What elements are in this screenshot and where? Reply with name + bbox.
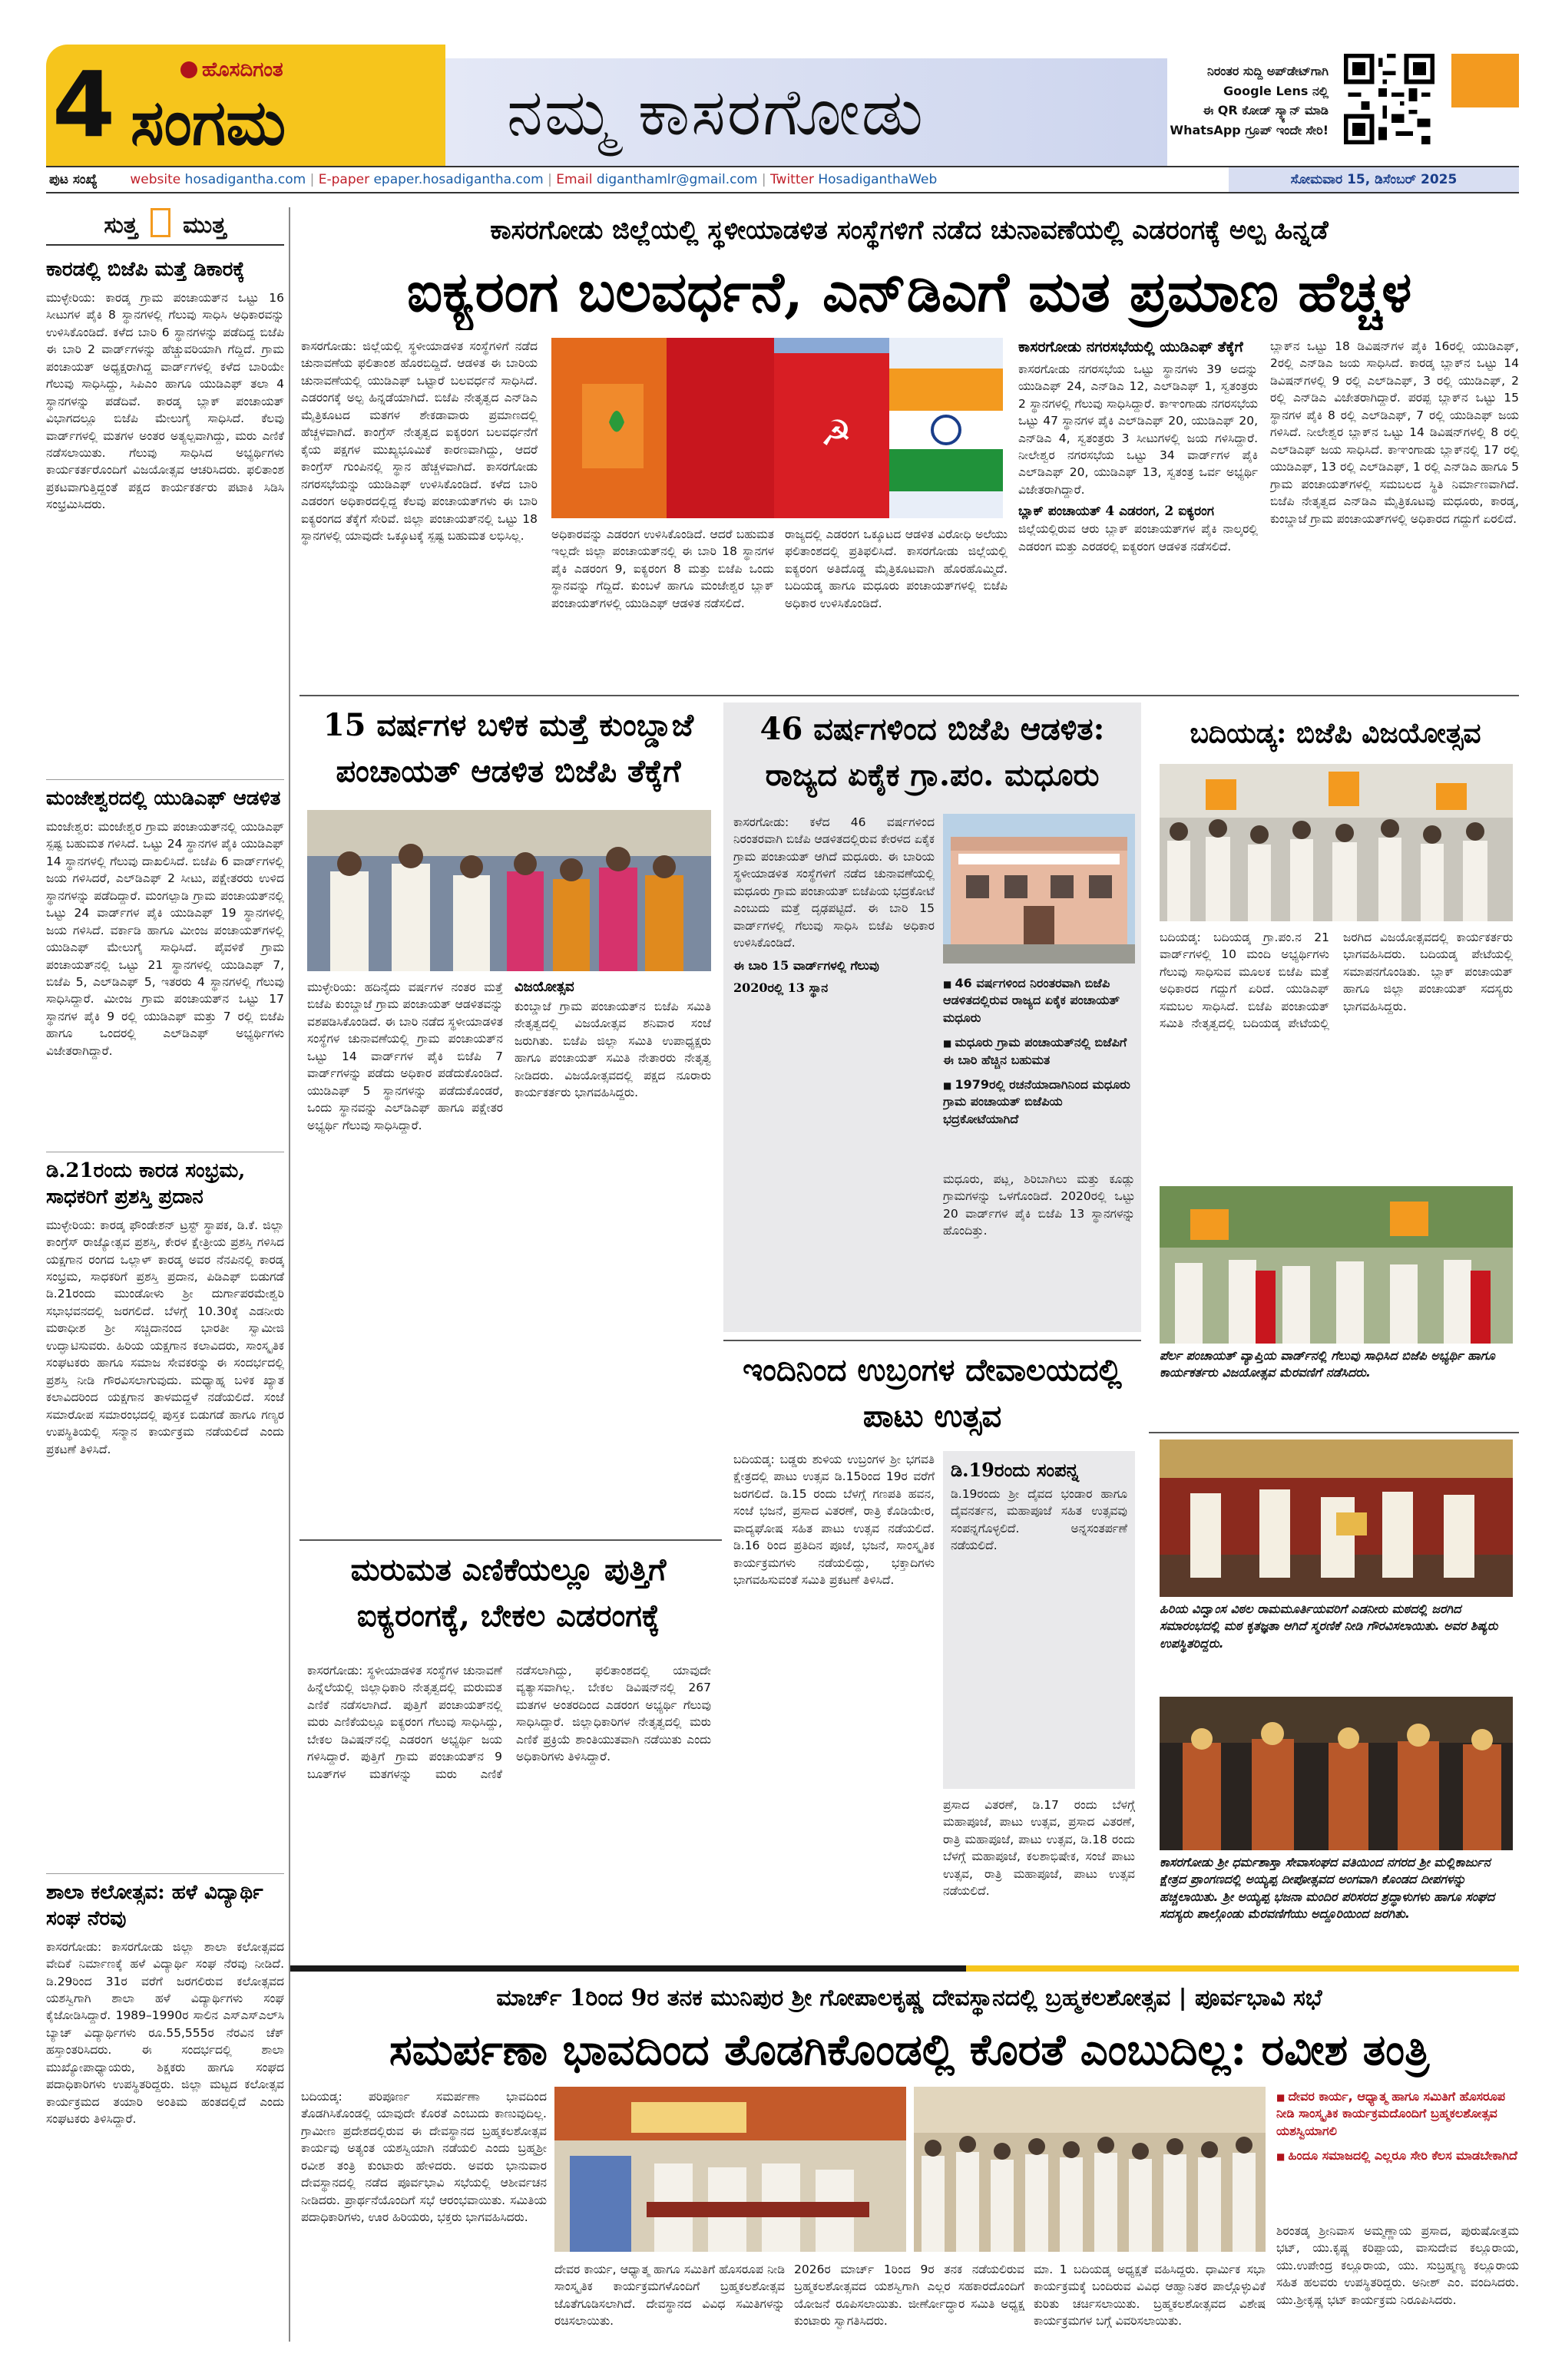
bottom-body: ಬದಿಯಡ್ಕ: ಪರಿಪೂರ್ಣ ಸಮರ್ಪಣಾ ಭಾವದಿಂದ ತೊಡಗಿಸಿಕೊಂಡಲ್ಲಿ ಯಾವುದೇ ಕೊರತೆ ಎಂಬುದು ಕಾಣುವುದಿಲ್ಲ. ಗ್ರಾಮೀಣ ಪ್ರದೇಶದಲ್ಲಿರುವ ಈ ದೇವಸ್ಥಾನದ ಬ್ರಹ್ಮಕಲಶೋತ್ಸವ ಕಾರ್ಯವು ಅತ್ಯಂತ ಯಶಸ್ವಿಯಾಗಿ ನಡೆಯಲಿ ಎಂದು ಬ್ರಹ್ಮಶ್ರೀ ರವೀಶ ತಂತ್ರಿ ಕುಂಟಾರು ಹೇಳಿದರು. ಅವರು ಭಾನುವಾರ ದೇವಸ್ಥಾನದಲ್ಲಿ ನಡೆದ ಪೂರ್ವಭಾವಿ ಸಭೆಯಲ್ಲಿ ಆಶೀರ್ವಚನ ನೀಡಿದರು. ಪ್ರಾರ್ಥನೆಯೊಂದಿಗೆ ಸಭೆ ಆರಂಭವಾಯಿತು. ಸಮಿತಿಯ ಪದಾಧಿಕಾರಿಗಳು, ಊರ ಹಿರಿಯರು, ಭಕ್ತರು ಭಾಗವಹಿಸಿದರು. — [301, 2090, 547, 2225]
party-flags-photo — [551, 338, 1003, 518]
kumbdaje-celebration-photo — [307, 810, 711, 971]
bottom-body4: ಮಾ. 1 ಬದಿಯಡ್ಕ ಅಧ್ಯಕ್ಷತೆ ವಹಿಸಿದ್ದರು. ಧಾರ್ಮಿಕ ಸಭಾ ಕಾರ್ಯಕ್ರಮಕ್ಕೆ ಬಂದಿರುವ ವಿವಿಧ ಆಹ್ವಾನಿತರ ಪಾಲ್ಗೊಳ್ಳುವಿಕೆ ಕುರಿತು ಚರ್ಚಿಸಲಾಯಿತು. ಬ್ರಹ್ಮಕಲಶೋತ್ಸವದ ವಿಶೇಷ ಕಾರ್ಯಕ್ರಮಗಳ ಬಗ್ಗೆ ವಿವರಿಸಲಾಯಿತು. — [1034, 2263, 1266, 2329]
lead-col-3: ರಾಜ್ಯದಲ್ಲಿ ಎಡರಂಗ ಒಕ್ಕೂಟದ ಆಡಳಿತ ವಿರೋಧಿ ಅಲೆಯು ಫಲಿತಾಂಶದಲ್ಲಿ ಪ್ರತಿಫಲಿಸಿದೆ. ಕಾಸರಗೋಡು ಜಿಲ್ಲೆಯಲ್ಲಿ ಐಕ್ಯರಂಗ ಅತಿದೊಡ್ಡ ಮೈತ್ರಿಕೂಟವಾಗಿ ಹೊರಹೊಮ್ಮಿದೆ. ಬದಿಯಡ್ಕ ಹಾಗೂ ಮಧೂರು ಪಂಚಾಯತ್‌ಗಳಲ್ಲಿ ಬಿಜೆಪಿ ಅಧಿಕಾರ ಉಳಿಸಿಕೊಂಡಿದೆ. — [785, 527, 1008, 610]
svg-text:☭: ☭ — [820, 412, 852, 454]
website-label: website — [130, 172, 181, 187]
madhur-panchayat-building-photo — [943, 814, 1135, 964]
date-badge: ಸೋಮವಾರ 15, ಡಿಸೆಂಬರ್ 2025 — [1229, 167, 1519, 192]
orange-corner-block — [1451, 54, 1519, 107]
bottom-body2: ದೇವರ ಕಾರ್ಯ, ಆಧ್ಯಾತ್ಮ ಹಾಗೂ ಸಮಿತಿಗೆ ಹೊಸರೂಪ ನೀಡಿ ಸಾಂಸ್ಕೃತಿಕ ಕಾರ್ಯಕ್ರಮಗಳೊಂದಿಗೆ ಬ್ರಹ್ಮಕಲಶೋತ್ಸವ ಜೊತೆಗೂಡಿಸಲಾಗಿದೆ. ದೇವಸ್ಥಾನದ ವಿವಿಧ ಸಮಿತಿಗಳನ್ನು ರಚಿಸಲಾಯಿತು. — [554, 2263, 785, 2329]
sidebar-header — [46, 207, 284, 246]
story6-box — [943, 1451, 1135, 1789]
story2-headline: 15 ವರ್ಷಗಳ ಬಳಿಕ ಮತ್ತೆ ಕುಂಬ್ಡಾಜೆ ಪಂಚಾಯತ್ ಆಡಳಿತ ಬಿಜೆಪಿ ತೆಕ್ಕೆಗೆ — [323, 707, 694, 789]
sidebar-story-4 — [46, 1873, 284, 2342]
story3-body2: ಮಧೂರು, ಪಟ್ಲ, ಶಿರಿಬಾಗಿಲು ಮತ್ತು ಕೂಡ್ಲು ಗ್ರಾಮಗಳನ್ನು ಒಳಗೊಂಡಿದೆ. 2020ರಲ್ಲಿ ಒಟ್ಟು 20 ವಾರ್ಡ್‌ಗಳ ಪೈಕಿ ಬಿಜೆಪಿ 13 ಸ್ಥಾನಗಳನ್ನು ಹೊಂದಿತ್ತು. — [943, 1172, 1135, 1238]
promo-line: ಈ QR ಕೋಡ್ ಸ್ಕ್ಯಾನ್ ಮಾಡಿ — [1203, 103, 1329, 118]
lead-col-4-subhead-2: ಬ್ಲಾಕ್ ಪಂಚಾಯತ್ 4 ಎಡರಂಗ, 2 ಐಕ್ಯರಂಗ — [1018, 504, 1214, 520]
story5-headline: ಮರುಮತ ಎಣಿಕೆಯಲ್ಲೂ ಪುತ್ತಿಗೆ ಐಕ್ಯರಂಗಕ್ಕೆ, ಬೇಕಲ ಎಡರಂಗಕ್ಕೆ — [350, 1552, 667, 1634]
bullet-item: ■ 1979ರಲ್ಲಿ ರಚನೆಯಾದಾಗಿನಿಂದ ಮಧೂರು ಗ್ರಾಮ ಪಂಚಾಯತ್ ಬಿಜೆಪಿಯ ಭದ್ರಕೋಟೆಯಾಗಿದೆ — [943, 1076, 1135, 1128]
story6-box-title: ಡಿ.19ರಂದು ಸಂಪನ್ನ — [951, 1459, 1080, 1481]
promo-line: Google Lens ನಲ್ಲಿ — [1223, 83, 1329, 98]
theyyam-procession-photo — [1160, 1697, 1513, 1850]
book-icon — [151, 208, 170, 237]
sidebar-story-body: ಮುಳ್ಳೇರಿಯ: ಕಾರಡ್ಕ ಫೌಂಡೇಶನ್ ಟ್ರಸ್ಟ್ ಸ್ಥಾಪಕ, ಡಿ.ಕೆ. ಜಿಲ್ಲಾ ಕಾಂಗ್ರೆಸ್ ರಾಜ್ಯೋತ್ಸವ ಪ್ರಶಸ್ತಿ, ಕೇರಳ ಕ್ಷೇತ್ರೀಯ ಪ್ರಶಸ್ತಿ ಗಳಿಸಿದ ಯಕ್ಷಗಾನ ರಂಗದ ಒಲ್ಲಾಳ್ ಕಾರಡ್ಕ ಅವರ ನೆನಪಿನಲ್ಲಿ ಕಾರಡ್ಕ ಸಂಭ್ರಮ, ಸಾಧಕರಿಗೆ ಪ್ರಶಸ್ತಿ ಪ್ರದಾನ, ಪಿಡಿಎಫ್ ಬಿಡುಗಡೆ ಡಿ.21ರಂದು ಮುಂಡೋಳು ಶ್ರೀ ದುರ್ಗಾಪರಮೇಶ್ವರಿ ಸಭಾಭವನದಲ್ಲಿ ಜರಗಲಿದೆ. ಬೆಳಗ್ಗೆ 10.30ಕ್ಕೆ ಎಡನೀರು ಮಠಾಧೀಶ ಶ್ರೀ ಸಚ್ಚಿದಾನಂದ ಭಾರತೀ ಸ್ವಾಮೀಜಿ ಉದ್ಘಾಟಿಸುವರು. ಹಿರಿಯ ಯಕ್ಷಗಾನ ಕಲಾವಿದರು, ಸಾಂಸ್ಕೃತಿಕ ಸಂಘಟಕರು ಹಾಗೂ ಸಮಾಜ ಸೇವಕರನ್ನು ಈ ಸಂದರ್ಭದಲ್ಲಿ ಪ್ರಶಸ್ತಿ ನೀಡಿ ಗೌರವಿಸಲಾಗುವುದು. ಮಧ್ಯಾಹ್ನ ಬಳಿಕ ಖ್ಯಾತ ಕಲಾವಿದರಿಂದ ಯಕ್ಷಗಾನ ತಾಳಮದ್ದಳೆ ನಡೆಯಲಿದೆ. ಸಂಜೆ ಸಮಾರೋಪ ಸಮಾರಂಭದಲ್ಲಿ ಪುಸ್ತಕ ಬಿಡುಗಡೆ ಹಾಗೂ ಗಣ್ಯರ ಉಪಸ್ಥಿತಿಯಲ್ಲಿ ಸನ್ಮಾನ ಕಾರ್ಯಕ್ರಮ ನಡೆಯಲಿದೆ ಎಂದು ಪ್ರಕಟಣೆ ತಿಳಿಸಿದೆ. — [46, 1218, 284, 1456]
sidebar-story-body: ಕಾಸರಗೋಡು: ಕಾಸರಗೋಡು ಜಿಲ್ಲಾ ಶಾಲಾ ಕಲೋತ್ಸವದ ವೇದಿಕೆ ನಿರ್ಮಾಣಕ್ಕೆ ಹಳೆ ವಿದ್ಯಾರ್ಥಿ ಸಂಘ ನೆರವು ನೀಡಿದೆ. ಡಿ.29ರಿಂದ 31ರ ವರೆಗೆ ಜರಗಲಿರುವ ಕಲೋತ್ಸವದ ಯಶಸ್ವಿಗಾಗಿ ಶಾಲಾ ಹಳೆ ವಿದ್ಯಾರ್ಥಿಗಳು ಸಂಘ ಕೈಜೋಡಿಸಿದ್ದಾರೆ. 1989–1990ರ ಸಾಲಿನ ಎಸ್ಎಸ್ಎಲ್‌ಸಿ ಬ್ಯಾಚ್ ವಿದ್ಯಾರ್ಥಿಗಳು ರೂ.55,555ರ ನೆರವಿನ ಚೆಕ್ ಹಸ್ತಾಂತರಿಸಿದರು. ಈ ಸಂದರ್ಭದಲ್ಲಿ ಶಾಲಾ ಮುಖ್ಯೋಪಾಧ್ಯಾಯರು, ಶಿಕ್ಷಕರು ಹಾಗೂ ಸಂಘದ ಪದಾಧಿಕಾರಿಗಳು ಉಪಸ್ಥಿತರಿದ್ದರು. ಜಿಲ್ಲಾ ಮಟ್ಟದ ಕಲೋತ್ಸವ ಕಾರ್ಯಕ್ರಮದ ತಯಾರಿ ಅಂತಿಮ ಹಂತದಲ್ಲಿದೆ ಎಂದು ಸಂಘಟಕರು ತಿಳಿಸಿದ್ದಾರೆ. — [46, 1939, 284, 2127]
promo-line: ನಿರಂತರ ಸುದ್ದಿ ಅಪ್‌ಡೇಟ್‌ಗಾಗಿ — [1206, 64, 1329, 78]
pages-label: ಪುಟ ಸಂಖ್ಯೆ — [49, 172, 98, 187]
epaper-label: E-paper — [318, 172, 370, 187]
honor-ceremony-caption: ಹಿರಿಯ ವಿದ್ವಾಂಸ ವಿಠಲ ರಾಮಮೂರ್ತಿಯವರಿಗೆ ಎಡನೀರು ಮಠದಲ್ಲಿ ಜರಗಿದ ಸಮಾರಂಭದಲ್ಲಿ ಮಠ ಕೃತಜ್ಞತಾ ಆಗಿದೆ ಸ್ಮರಣಿಕೆ ನೀಡಿ ಗೌರವಿಸಲಾಯಿತು. ಅವರ ಶಿಷ್ಯರು ಉಪಸ್ಥಿತರಿದ್ದರು. — [1160, 1602, 1498, 1651]
bullet-item: ■ ದೇವರ ಕಾರ್ಯ, ಆಧ್ಯಾತ್ಮ ಹಾಗೂ ಸಮಿತಿಗೆ ಹೊಸರೂಪ ನೀಡಿ ಸಾಂಸ್ಕೃತಿಕ ಕಾರ್ಯಕ್ರಮದೊಂದಿಗೆ ಬ್ರಹ್ಮಕಲಶೋತ್ಸವ ಯಶಸ್ವಿಯಾಗಲಿ — [1276, 2088, 1519, 2140]
story4-headline: ಬದಿಯಡ್ಕ: ಬಿಜೆಪಿ ವಿಜಯೋತ್ಸವ — [1190, 717, 1481, 749]
lead-kicker: ಕಾಸರಗೋಡು ಜಿಲ್ಲೆಯಲ್ಲಿ ಸ್ಥಳೀಯಾಡಳಿತ ಸಂಸ್ಥೆಗಳಿಗೆ ನಡೆದ ಚುನಾವಣೆಯಲ್ಲಿ ಎಡರಂಗಕ್ಕೆ ಅಲ್ಪ ಹಿನ್ನಡೆ — [490, 215, 1329, 246]
sidebar-story-2 — [46, 779, 284, 1148]
section-name: ಸಂಗಮ — [131, 86, 286, 160]
paper-logo — [180, 58, 380, 84]
story2-subhead: ವಿಜಯೋತ್ಸವ — [515, 979, 574, 995]
sidebar-story-title: ಶಾಲಾ ಕಲೋತ್ಸವ: ಹಳೆ ವಿದ್ಯಾರ್ಥಿ ಸಂಘ ನೆರವು — [46, 1881, 263, 1930]
bullet-item: ■ ಹಿಂದೂ ಸಮಾಜದಲ್ಲಿ ಎಲ್ಲರೂ ಸೇರಿ ಕೆಲಸ ಮಾಡಬೇಕಾಗಿದೆ — [1276, 2147, 1519, 2164]
sidebar-header-left: ಸುತ್ತ — [104, 212, 138, 239]
bottom-bullets — [1276, 2088, 1519, 2219]
twitter-link[interactable]: HosadiganthaWeb — [818, 172, 938, 187]
promo-text — [1121, 61, 1329, 161]
sidebar-story-body: ಮಂಜೇಶ್ವರ: ಮಂಜೇಶ್ವರ ಗ್ರಾಮ ಪಂಚಾಯತ್‌ನಲ್ಲಿ ಯುಡಿಎಫ್ ಸ್ಪಷ್ಟ ಬಹುಮತ ಗಳಿಸಿದೆ. ಒಟ್ಟು 24 ಸ್ಥಾನಗಳ ಪೈಕಿ ಯುಡಿಎಫ್ 14 ಸ್ಥಾನಗಳಲ್ಲಿ ಗೆಲುವು ದಾಖಲಿಸಿದೆ. ಬಿಜೆಪಿ 6 ವಾರ್ಡ್‌ಗಳಲ್ಲಿ ಜಯ ಗಳಿಸಿದರೆ, ಎಲ್‌ಡಿಎಫ್ 2 ಸೀಟು, ಪಕ್ಷೇತರರು ಉಳಿದ ಸ್ಥಾನಗಳನ್ನು ಪಡೆದಿದ್ದಾರೆ. ಮಂಗಲ್ಪಾಡಿ ಗ್ರಾಮ ಪಂಚಾಯತ್‌ನಲ್ಲಿ ಒಟ್ಟು 24 ವಾರ್ಡ್‌ಗಳ ಪೈಕಿ ಯುಡಿಎಫ್ 19 ಸ್ಥಾನಗಳಲ್ಲಿ ಜಯ ಗಳಿಸಿದೆ. ವರ್ಕಾಡಿ ಹಾಗೂ ಮೀಂಜ ಪಂಚಾಯತ್‌ಗಳಲ್ಲಿ ಯುಡಿಎಫ್ ಮೇಲುಗೈ ಸಾಧಿಸಿದೆ. ಪೈವಳಿಕೆ ಗ್ರಾಮ ಪಂಚಾಯತ್‌ನಲ್ಲಿ ಒಟ್ಟು 21 ಸ್ಥಾನಗಳಲ್ಲಿ ಯುಡಿಎಫ್ 7, ಬಿಜೆಪಿ 5, ಎಲ್‌ಡಿಎಫ್ 5, ಇತರರು 4 ಸ್ಥಾನಗಳಲ್ಲಿ ಗೆಲುವು ಸಾಧಿಸಿದ್ದಾರೆ. ಮೀಂಜ ಗ್ರಾಮ ಪಂಚಾಯತ್‌ನ ಒಟ್ಟು 17 ಸ್ಥಾನಗಳ ಪೈಕಿ 9 ರಲ್ಲಿ ಯುಡಿಎಫ್ ಮತ್ತು 7 ರಲ್ಲಿ ಬಿಜೆಪಿ ಹಾಗೂ ಒಂದರಲ್ಲಿ ಎಲ್‌ಡಿಎಫ್ ಅಭ್ಯರ್ಥಿಗಳು ವಿಜೇತರಾಗಿದ್ದಾರೆ. — [46, 819, 284, 1058]
story3-subhead: ಈ ಬಾರಿ 15 ವಾರ್ಡ್‌ಗಳಲ್ಲಿ ಗೆಲುವು — [733, 957, 879, 973]
story5-body: ಕಾಸರಗೋಡು: ಸ್ಥಳೀಯಾಡಳಿತ ಸಂಸ್ಥೆಗಳ ಚುನಾವಣೆ ಹಿನ್ನೆಲೆಯಲ್ಲಿ ಜಿಲ್ಲಾಧಿಕಾರಿ ನೇತೃತ್ವದಲ್ಲಿ ಮರುಮತ ಎಣಿಕೆ ನಡೆಸಲಾಗಿದೆ. ಪುತ್ತಿಗೆ ಪಂಚಾಯತ್‌ನಲ್ಲಿ ಮರು ಎಣಿಕೆಯಲ್ಲೂ ಐಕ್ಯರಂಗ ಗೆಲುವು ಸಾಧಿಸಿದ್ದು, ಬೇಕಲ ಡಿವಿಷನ್‌ನಲ್ಲಿ ಎಡರಂಗ ಅಭ್ಯರ್ಥಿ ಜಯ ಗಳಿಸಿದ್ದಾರೆ. ಪುತ್ತಿಗೆ ಗ್ರಾಮ ಪಂಚಾಯತ್‌ನ 9 ಬೂತ್‌ಗಳ ಮತಗಳನ್ನು ಮರು ಎಣಿಕೆ ನಡೆಸಲಾಗಿದ್ದು, ಫಲಿತಾಂಶದಲ್ಲಿ ಯಾವುದೇ ವ್ಯತ್ಯಾಸವಾಗಿಲ್ಲ. ಬೇಕಲ ಡಿವಿಷನ್‌ನಲ್ಲಿ 267 ಮತಗಳ ಅಂತರದಿಂದ ಎಡರಂಗ ಅಭ್ಯರ್ಥಿ ಗೆಲುವು ಸಾಧಿಸಿದ್ದಾರೆ. ಜಿಲ್ಲಾಧಿಕಾರಿಗಳ ನೇತೃತ್ವದಲ್ಲಿ ಮರು ಎಣಿಕೆ ಪ್ರಕ್ರಿಯೆ ಶಾಂತಿಯುತವಾಗಿ ನಡೆಯಿತು ಎಂದು ಅಧಿಕಾರಿಗಳು ತಿಳಿಸಿದ್ದಾರೆ. — [307, 1664, 711, 1781]
page-title: ನಮ್ಮ ಕಾಸರಗೋಡು — [507, 74, 925, 150]
promo-line: WhatsApp ಗ್ರೂಪ್ ಇಂದೇ ಸೇರಿ! — [1170, 122, 1329, 137]
story6-box-body: ಡಿ.19ರಂದು ಶ್ರೀ ದೈವದ ಭಂಡಾರ ಹಾಗೂ ದೈವನರ್ತನ, ಮಹಾಪೂಜೆ ಸಹಿತ ಉತ್ಸವವು ಸಂಪನ್ನಗೊಳ್ಳಲಿದೆ. ಅನ್ನಸಂತರ್ಪಣೆ ನಡೆಯಲಿದೆ. — [951, 1487, 1127, 1553]
lead-col-4-body: ಕಾಸರಗೋಡು ನಗರಸಭೆಯ ಒಟ್ಟು ಸ್ಥಾನಗಳು 39 ಅದನ್ನು ಯುಡಿಎಫ್ 24, ಎನ್‌ಡಿಎ 12, ಎಲ್‌ಡಿಎಫ್ 1, ಸ್ವತಂತ್ರರು 2 ಸ್ಥಾನಗಳಲ್ಲಿ ಗೆಲುವು ಸಾಧಿಸಿದ್ದಾರೆ. ಕಾಞಂಗಾಡು ನಗರಸಭೆಯ ಒಟ್ಟು 47 ಸ್ಥಾನಗಳ ಪೈಕಿ ಎಲ್‌ಡಿಎಫ್ 20, ಯುಡಿಎಫ್ 20, ಎನ್‌ಡಿಎ 4, ಸ್ವತಂತ್ರರು 3 ಸೀಟುಗಳಲ್ಲಿ ಜಯ ಗಳಿಸಿದ್ದಾರೆ. ನೀಲೇಶ್ವರ ನಗರಸಭೆಯ ಒಟ್ಟು 34 ವಾರ್ಡ್‌ಗಳ ಪೈಕಿ ಎಲ್‌ಡಿಎಫ್ 20, ಯುಡಿಎಫ್ 13, ಸ್ವತಂತ್ರ ಒರ್ವ ಅಭ್ಯರ್ಥಿ ವಿಜೇತರಾಗಿದ್ದಾರೆ. — [1018, 362, 1258, 497]
email-label: Email — [556, 172, 593, 187]
qr-code-icon[interactable] — [1344, 54, 1434, 144]
email-link[interactable]: diganthamlr@gmail.com — [596, 172, 758, 187]
sidebar-story-3 — [46, 1152, 284, 1869]
sidebar-story-title: ಡಿ.21ರಂದು ಕಾರಡ ಸಂಭ್ರಮ, ಸಾಧಕರಿಗೆ ಪ್ರಶಸ್ತಿ ಪ್ರದಾನ — [46, 1159, 246, 1208]
story2-sub-body: ಕುಂಬ್ಡಾಜೆ ಗ್ರಾಮ ಪಂಚಾಯತ್‌ನ ಬಿಜೆಪಿ ಸಮಿತಿ ನೇತೃತ್ವದಲ್ಲಿ ವಿಜಯೋತ್ಸವ ಶನಿವಾರ ಸಂಜೆ ಜರುಗಿತು. ಬಿಜೆಪಿ ಜಿಲ್ಲಾ ಸಮಿತಿ ಉಪಾಧ್ಯಕ್ಷರು ಹಾಗೂ ಪಂಚಾಯತ್ ಸಮಿತಿ ನೇತಾರರು ನೇತೃತ್ವ ನೀಡಿದರು. ವಿಜಯೋತ್ಸವದಲ್ಲಿ ಪಕ್ಷದ ನೂರಾರು ಕಾರ್ಯಕರ್ತರು ಭಾಗವಹಿಸಿದ್ದರು. — [515, 1000, 711, 1100]
twitter-label: Twitter — [769, 172, 814, 187]
info-bar: ಪುಟ ಸಂಖ್ಯೆ website hosadigantha.com | E-paper epaper.hosadigantha.com | Email diganthamlr@gmail.com | Twitter HosadiganthaWeb — [46, 166, 1519, 193]
bottom-divider-bar — [290, 1965, 1519, 1972]
lead-headline: ಐಕ್ಯರಂಗ ಬಲವರ್ಧನೆ, ಎನ್‌ಡಿಎಗೆ ಮತ ಪ್ರಮಾಣ ಹೆಚ್ಚಳ — [406, 259, 1412, 324]
website-link[interactable]: hosadigantha.com — [184, 172, 306, 187]
lead-col-5: ಬ್ಲಾಕ್‌ನ ಒಟ್ಟು 18 ಡಿವಿಷನ್‌ಗಳ ಪೈಕಿ 16ರಲ್ಲಿ ಯುಡಿಎಫ್, 2ರಲ್ಲಿ ಎನ್‌ಡಿಎ ಜಯ ಸಾಧಿಸಿದೆ. ಕಾರಡ್ಕ ಬ್ಲಾಕ್‌ನ ಒಟ್ಟು 14 ಡಿವಿಷನ್‌ಗಳಲ್ಲಿ 9 ರಲ್ಲಿ ಎಲ್‌ಡಿಎಫ್, 3 ರಲ್ಲಿ ಯುಡಿಎಫ್, 2 ರಲ್ಲಿ ಎನ್‌ಡಿಎ ವಿಜೇತರಾಗಿದ್ದಾರೆ. ಪರಪ್ಪ ಬ್ಲಾಕ್‌ನ ಒಟ್ಟು 15 ಸ್ಥಾನಗಳ ಪೈಕಿ 8 ರಲ್ಲಿ ಎಲ್‌ಡಿಎಫ್, 7 ರಲ್ಲಿ ಯುಡಿಎಫ್ ಜಯ ಗಳಿಸಿದೆ. ನೀಲೇಶ್ವರ ಬ್ಲಾಕ್‌ನ ಒಟ್ಟು 14 ಡಿವಿಷನ್‌ಗಳಲ್ಲಿ 8 ರಲ್ಲಿ ಎಲ್‌ಡಿಎಫ್ ಜಯ ಸಾಧಿಸಿದೆ. ಕಾಞಂಗಾಡು ಬ್ಲಾಕ್‌ನಲ್ಲಿ 17 ರಲ್ಲಿ ಯುಡಿಎಫ್, 13 ರಲ್ಲಿ ಎಲ್‌ಡಿಎಫ್, 1 ರಲ್ಲಿ ಎನ್‌ಡಿಎ ಹಾಗೂ 5 ಗ್ರಾಮ ಪಂಚಾಯತ್‌ಗಳಲ್ಲಿ ಸಮಬಲದ ಸ್ಥಿತಿ ನಿರ್ಮಾಣವಾಗಿದೆ. ಬಿಜೆಪಿ ನೇತೃತ್ವದ ಎನ್‌ಡಿಎ ಮೈತ್ರಿಕೂಟವು ಮಧೂರು, ಕಾರಡ್ಕ, ಕುಂಬ್ಡಾಜೆ ಗ್ರಾಮ ಪಂಚಾಯತ್‌ಗಳಲ್ಲಿ ಅಧಿಕಾರದ ಗದ್ದುಗೆ ಏರಲಿದೆ. — [1270, 339, 1519, 526]
bottom-right-body: ಶಿರಂತಡ್ಕ ಶ್ರೀನಿವಾಸ ಅಮ್ಮಣ್ಣಾಯ ಪ್ರಸಾದ, ಪುರುಷೋತ್ತಮ ಭಟ್, ಯು.ಕೃಷ್ಣ ಕರಿಪ್ಪಾಯ, ವಾಸುದೇವ ಕಲ್ಲೂರಾಯ, ಯು.ಉಪೇಂದ್ರ ಕಲ್ಲೂರಾಯ, ಯು. ಸುಬ್ರಹ್ಮಣ್ಯ ಕಲ್ಲೂರಾಯ ಸಹಿತ ಹಲವರು ಉಪಸ್ಥಿತರಿದ್ದರು. ಅನೀಶ್ ಎಂ. ವಂದಿಸಿದರು. ಯು.ಶ್ರೀಕೃಷ್ಣ ಭಟ್ ಕಾರ್ಯಕ್ರಮ ನಿರೂಪಿಸಿದರು. — [1276, 2224, 1519, 2307]
perla-rally-caption: ಪೆರ್ಲ ಪಂಚಾಯತ್ ವ್ಯಾಪ್ತಿಯ ವಾರ್ಡ್‌ನಲ್ಲಿ ಗೆಲುವು ಸಾಧಿಸಿದ ಬಿಜೆಪಿ ಅಭ್ಯರ್ಥಿ ಹಾಗೂ ಕಾರ್ಯಕರ್ತರು ವಿಜಯೋತ್ಸವ ಮೆರವಣಿಗೆ ನಡೆಸಿದರು. — [1160, 1348, 1495, 1380]
lead-col-4-subhead: ಕಾಸರಗೋಡು ನಗರಸಭೆಯಲ್ಲಿ ಯುಡಿಎಫ್ ತೆಕ್ಕೆಗೆ — [1018, 339, 1243, 355]
paper-logo-text: ಹೊಸದಿಗಂತ — [202, 58, 283, 81]
story3-body — [733, 814, 935, 1324]
story3-body-text: ಕಾಸರಗೋಡು: ಕಳೆದ 46 ವರ್ಷಗಳಿಂದ ನಿರಂತರವಾಗಿ ಬಿಜೆಪಿ ಆಡಳಿತದಲ್ಲಿರುವ ಕೇರಳದ ಏಕೈಕ ಗ್ರಾಮ ಪಂಚಾಯತ್ ಆಗಿದೆ ಮಧೂರು. ಈ ಬಾರಿಯ ಸ್ಥಳೀಯಾಡಳಿತ ಸಂಸ್ಥೆಗಳಿಗೆ ನಡೆದ ಚುನಾವಣೆಯಲ್ಲಿ ಮಧೂರು ಗ್ರಾಮ ಪಂಚಾಯತ್ ಬಿಜೆಪಿಯ ಭದ್ರಕೋಟೆ ಎಂಬುದು ಮತ್ತೆ ದೃಢಪಟ್ಟಿದೆ. ಈ ಬಾರಿ 15 ವಾರ್ಡ್‌ಗಳಲ್ಲಿ ಗೆಲುವು ಸಾಧಿಸಿ ಬಿಜೆಪಿ ಅಧಿಕಾರ ಉಳಿಸಿಕೊಂಡಿದೆ. — [733, 815, 935, 950]
lead-col-1: ಕಾಸರಗೋಡು: ಜಿಲ್ಲೆಯಲ್ಲಿ ಸ್ಥಳೀಯಾಡಳಿತ ಸಂಸ್ಥೆಗಳಿಗೆ ನಡೆದ ಚುನಾವಣೆಯ ಫಲಿತಾಂಶ ಹೊರಬಿದ್ದಿದೆ. ಆಡಳಿತ ಈ ಬಾರಿಯ ಚುನಾವಣೆಯಲ್ಲಿ ಯುಡಿಎಫ್ ಒಟ್ಟಾರೆ ಬಲವರ್ಧನೆ ಸಾಧಿಸಿದೆ. ಎಡರಂಗಕ್ಕೆ ಅಲ್ಪ ಹಿನ್ನಡೆಯಾಗಿದೆ. ಬಿಜೆಪಿ ನೇತೃತ್ವದ ಎನ್‌ಡಿಎ ಮೈತ್ರಿಕೂಟದ ಮತಗಳ ಶೇಕಡಾವಾರು ಪ್ರಮಾಣದಲ್ಲಿ ಹೆಚ್ಚಳವಾಗಿದೆ. ಕಾಂಗ್ರೆಸ್ ನೇತೃತ್ವದ ಐಕ್ಯರಂಗ ಬಲವರ್ಧನೆಗೆ ಕೈಯ ಪಕ್ಷಗಳ ಮುಖ್ಯಭೂಮಿಕೆ ಕಾರಣವಾಗಿದ್ದು, ಆದರೆ ಕಾಂಗ್ರೆಸ್ ಗುಂಪಿನಲ್ಲಿ ಸ್ಥಾನ ಹೆಚ್ಚಳವಾಗಿದೆ. ಕಾಸರಗೋಡು ನಗರಸಭೆಯನ್ನು ಯುಡಿಎಫ್ ಉಳಿಸಿಕೊಂಡಿದೆ. ಕಳೆದ ಬಾರಿ ಎಡರಂಗ ಅಧಿಕಾರದಲ್ಲಿದ್ದ ಕೆಲವು ಪಂಚಾಯತ್‌ಗಳು ಈ ಬಾರಿ ಐಕ್ಯರಂಗದ ತೆಕ್ಕೆಗೆ ಸೇರಿವೆ. ಜಿಲ್ಲಾ ಪಂಚಾಯತ್‌ನಲ್ಲಿ ಒಟ್ಟು 18 ಸ್ಥಾನಗಳಲ್ಲಿ ಯಾವುದೇ ಒಕ್ಕೂಟಕ್ಕೆ ಸ್ಪಷ್ಟ ಬಹುಮತ ಲಭಿಸಿಲ್ಲ. — [301, 339, 538, 544]
sidebar-story-title: ಮಂಜೇಶ್ವರದಲ್ಲಿ ಯುಡಿಎಫ್ ಆಡಳಿತ — [46, 787, 281, 810]
sidebar-story-1 — [46, 257, 284, 775]
perla-rally-photo — [1160, 1186, 1513, 1344]
story6-headline: ಇಂದಿನಿಂದ ಉಬ್ರಂಗಳ ದೇವಾಲಯದಲ್ಲಿ ಪಾಟು ಉತ್ಸವ — [743, 1352, 1122, 1434]
temple-meeting-photo-1 — [554, 2087, 906, 2252]
bottom-headline: ಸಮರ್ಪಣಾ ಭಾವದಿಂದ ತೊಡಗಿಕೊಂಡಲ್ಲಿ ಕೊರತೆ ಎಂಬುದಿಲ್ಲ: ರವೀಶ ತಂತ್ರಿ — [389, 2025, 1430, 2075]
temple-meeting-photo-2 — [914, 2087, 1266, 2252]
sidebar-header-right: ಮುತ್ತ — [183, 212, 227, 239]
logo-emblem-icon — [180, 61, 197, 78]
story3-subhead-2: 2020ರಲ್ಲಿ 13 ಸ್ಥಾನ — [733, 980, 829, 995]
theyyam-caption: ಕಾಸರಗೋಡು ಶ್ರೀ ಧರ್ಮಶಾಸ್ತಾ ಸೇವಾಸಂಘದ ವತಿಯಿಂದ ನಗರದ ಶ್ರೀ ಮಲ್ಲಿಕಾರ್ಜುನ ಕ್ಷೇತ್ರದ ಪ್ರಾಂಗಣದಲ್ಲಿ ಅಯ್ಯಪ್ಪ ದೀಪೋತ್ಸವದ ಅಂಗವಾಗಿ ಕೊಂಡದ ದೀಪಗಳನ್ನು ಹಚ್ಚಲಾಯಿತು. ಶ್ರೀ ಅಯ್ಯಪ್ಪ ಭಜನಾ ಮಂದಿರ ಪರಿಸರದ ಶ್ರದ್ಧಾಳುಗಳು ಹಾಗೂ ಸಂಘದ ಸದಸ್ಯರು ಪಾಲ್ಗೊಂಡು ಮೆರವಣಿಗೆಯು ಅದ್ದೂರಿಯಿಂದ ಜರಗಿತು. — [1160, 1855, 1495, 1922]
masthead — [46, 45, 1519, 166]
lead-col-4b-body: ಜಿಲ್ಲೆಯಲ್ಲಿರುವ ಆರು ಬ್ಲಾಕ್ ಪಂಚಾಯತ್‌ಗಳ ಪೈಕಿ ನಾಲ್ಕರಲ್ಲಿ ಎಡರಂಗ ಮತ್ತು ಎರಡರಲ್ಲಿ ಐಕ್ಯರಂಗ ಆಡಳಿತ ನಡೆಸಲಿದೆ. — [1018, 522, 1258, 554]
sidebar-story-body: ಮುಳ್ಳೇರಿಯ: ಕಾರಡ್ಕ ಗ್ರಾಮ ಪಂಚಾಯತ್‌ನ ಒಟ್ಟು 16 ಸೀಟುಗಳ ಪೈಕಿ 8 ಸ್ಥಾನಗಳಲ್ಲಿ ಗೆಲುವು ಸಾಧಿಸಿ ಅಧಿಕಾರವನ್ನು ಉಳಿಸಿಕೊಂಡಿದೆ. ಕಳೆದ ಬಾರಿ 6 ಸ್ಥಾನಗಳನ್ನು ಪಡೆದಿದ್ದ ಬಿಜೆಪಿ ಈ ಬಾರಿ 2 ವಾರ್ಡ್‌ಗಳನ್ನು ಹೆಚ್ಚುವರಿಯಾಗಿ ಗೆದ್ದಿದೆ. ಗ್ರಾಮ ಪಂಚಾಯತ್ ಅಧ್ಯಕ್ಷರಾಗಿದ್ದ ವಾರ್ಡ್‌ಗಳಲ್ಲಿ ಕಳೆದ ಬಾರಿಯೇ ಗೆಲುವು ಸಾಧಿಸಿದ್ದು, ಸಿಪಿಎಂ ಹಾಗೂ ಯುಡಿಎಫ್ ತಲಾ 4 ಸ್ಥಾನಗಳನ್ನು ಪಡೆದಿವೆ. ಕಾರಡ್ಕ ಬ್ಲಾಕ್ ಪಂಚಾಯತ್ ವಿಭಾಗದಲ್ಲೂ ಬಿಜೆಪಿ ಮೇಲುಗೈ ಸಾಧಿಸಿದೆ. ಕೆಲವು ವಾರ್ಡ್‌ಗಳಲ್ಲಿ ಮತಗಳ ಅಂತರ ಅತ್ಯಲ್ಪವಾಗಿದ್ದು, ಮರು ಎಣಿಕೆ ನಡೆಸಲಾಯಿತು. ಗೆಲುವು ಸಾಧಿಸಿದ ಅಭ್ಯರ್ಥಿಗಳು ಕಾರ್ಯಕರ್ತರೊಂದಿಗೆ ವಿಜಯೋತ್ಸವ ಆಚರಿಸಿದರು. ಫಲಿತಾಂಶ ಪ್ರಕಟವಾಗುತ್ತಿದ್ದಂತೆ ಪಕ್ಷದ ಕಾರ್ಯಕರ್ತರು ಪಟಾಕಿ ಸಿಡಿಸಿ ಸಂಭ್ರಮಿಸಿದರು. — [46, 290, 284, 512]
bullet-item: ■ 46 ವರ್ಷಗಳಿಂದ ನಿರಂತರವಾಗಿ ಬಿಜೆಪಿ ಆಡಳಿತದಲ್ಲಿರುವ ರಾಜ್ಯದ ಏಕೈಕ ಪಂಚಾಯತ್ ಮಧೂರು — [943, 975, 1135, 1026]
sidebar-story-title: ಕಾರಡಲ್ಲಿ ಬಿಜೆಪಿ ಮತ್ತೆ ಡಿಕಾರಕ್ಕೆ — [46, 258, 245, 281]
story6-body: ಬದಿಯಡ್ಕ: ಬಡ್ಡರು ಶುಳಿಯ ಉಬ್ರಂಗಳ ಶ್ರೀ ಭಗವತಿ ಕ್ಷೇತ್ರದಲ್ಲಿ ಪಾಟು ಉತ್ಸವ ಡಿ.15ರಿಂದ 19ರ ವರೆಗೆ ಜರಗಲಿದೆ. ಡಿ.15 ರಂದು ಬೆಳಗ್ಗೆ ಗಣಪತಿ ಹವನ, ಸಂಜೆ ಭಜನೆ, ಪ್ರಸಾದ ವಿತರಣೆ, ರಾತ್ರಿ ಕೊಡಿಯೇರ, ವಾದ್ಯಘೋಷ ಸಹಿತ ಪಾಟು ಉತ್ಸವ ನಡೆಯಲಿದೆ. ಡಿ.16 ರಿಂದ ಪ್ರತಿದಿನ ಪೂಜೆ, ಭಜನೆ, ಸಾಂಸ್ಕೃತಿಕ ಕಾರ್ಯಕ್ರಮಗಳು ನಡೆಯಲಿದ್ದು, ಭಕ್ತಾದಿಗಳು ಭಾಗವಹಿಸುವಂತೆ ಸಮಿತಿ ಪ್ರಕಟಣೆ ತಿಳಿಸಿದೆ. — [733, 1453, 935, 1588]
story3-bullets — [943, 975, 1135, 1167]
story2-body: ಮುಳ್ಳೇರಿಯ: ಹದಿನೈದು ವರ್ಷಗಳ ನಂತರ ಮತ್ತೆ ಬಿಜೆಪಿ ಕುಂಬ್ಡಾಜೆ ಗ್ರಾಮ ಪಂಚಾಯತ್ ಆಡಳಿತವನ್ನು ವಶಪಡಿಸಿಕೊಂಡಿದೆ. ಈ ಬಾರಿ ನಡೆದ ಸ್ಥಳೀಯಾಡಳಿತ ಸಂಸ್ಥೆಗಳ ಚುನಾವಣೆಯಲ್ಲಿ ಗ್ರಾಮ ಪಂಚಾಯತ್‌ನ ಒಟ್ಟು 14 ವಾರ್ಡ್‌ಗಳ ಪೈಕಿ ಬಿಜೆಪಿ 7 ವಾರ್ಡ್‌ಗಳನ್ನು ಪಡೆದು ಅಧಿಕಾರ ಪಡೆದುಕೊಂಡಿದೆ. ಯುಡಿಎಫ್ 5 ಸ್ಥಾನಗಳನ್ನು ಪಡೆದುಕೊಂಡರೆ, ಒಂದು ಸ್ಥಾನವನ್ನು ಎಲ್‌ಡಿಎಫ್ ಹಾಗೂ ಪಕ್ಷೇತರ ಅಭ್ಯರ್ಥಿ ಗೆಲುವು ಸಾಧಿಸಿದ್ದಾರೆ. — [307, 980, 503, 1132]
bottom-body3: 2026ರ ಮಾರ್ಚ್ 1ರಿಂದ 9ರ ತನಕ ನಡೆಯಲಿರುವ ಬ್ರಹ್ಮಕಲಶೋತ್ಸವದ ಯಶಸ್ವಿಗಾಗಿ ಎಲ್ಲರ ಸಹಕಾರದೊಂದಿಗೆ ಯೋಜನೆ ರೂಪಿಸಲಾಯಿತು. ಜೀರ್ಣೋದ್ಧಾರ ಸಮಿತಿ ಅಧ್ಯಕ್ಷ ಕುಂಟಾರು ಸ್ವಾಗತಿಸಿದರು. — [794, 2263, 1024, 2329]
epaper-link[interactable]: epaper.hosadigantha.com — [373, 172, 544, 187]
badiyadka-rally-photo — [1160, 764, 1513, 921]
honor-ceremony-photo — [1160, 1440, 1513, 1597]
bottom-kicker: ಮಾರ್ಚ್ 1ರಿಂದ 9ರ ತನಕ ಮುನಿಪುರ ಶ್ರೀ ಗೋಪಾಲಕೃಷ್ಣ ದೇವಸ್ಥಾನದಲ್ಲಿ ಬ್ರಹ್ಮಕಲಶೋತ್ಸವ | ಪೂರ್ವಭಾವಿ ಸಭೆ — [496, 1985, 1322, 2011]
page-number: 4 — [52, 51, 116, 157]
lead-col-2: ಅಧಿಕಾರವನ್ನು ಎಡರಂಗ ಉಳಿಸಿಕೊಂಡಿದೆ. ಆದರೆ ಬಹುಮತ ಇಲ್ಲದೇ ಜಿಲ್ಲಾ ಪಂಚಾಯತ್‌ನಲ್ಲಿ ಈ ಬಾರಿ 18 ಸ್ಥಾನಗಳ ಪೈಕಿ ಎಡರಂಗ 9, ಐಕ್ಯರಂಗ 8 ಮತ್ತು ಬಿಜೆಪಿ ಒಂದು ಸ್ಥಾನವನ್ನು ಗೆದ್ದಿದೆ. ಕುಂಬಳೆ ಹಾಗೂ ಮಂಜೇಶ್ವರ ಬ್ಲಾಕ್ ಪಂಚಾಯತ್‌ಗಳಲ್ಲಿ ಯುಡಿಎಫ್ ಆಡಳಿತ ನಡೆಸಲಿದೆ. — [551, 527, 774, 610]
story4-body: ಬದಿಯಡ್ಕ: ಬದಿಯಡ್ಕ ಗ್ರಾ.ಪಂ.ನ 21 ವಾರ್ಡ್‌ಗಳಲ್ಲಿ 10 ಮಂದಿ ಅಭ್ಯರ್ಥಿಗಳು ಗೆಲುವು ಸಾಧಿಸುವ ಮೂಲಕ ಬಿಜೆಪಿ ಮತ್ತೆ ಅಧಿಕಾರದ ಗದ್ದುಗೆ ಏರಿದೆ. ಯುಡಿಎಫ್ ಸಮಬಲ ಸಾಧಿಸಿದೆ. ಬಿಜೆಪಿ ಪಂಚಾಯತ್ ಸಮಿತಿ ನೇತೃತ್ವದಲ್ಲಿ ಬದಿಯಡ್ಕ ಪೇಟೆಯಲ್ಲಿ ಜರಗಿದ ವಿಜಯೋತ್ಸವದಲ್ಲಿ ಕಾರ್ಯಕರ್ತರು ಭಾಗವಹಿಸಿದರು. ಬದಿಯಡ್ಕ ಪೇಟೆಯಲ್ಲಿ ಸಮಾಪನಗೊಂಡಿತು. ಬ್ಲಾಕ್ ಪಂಚಾಯತ್ ಹಾಗೂ ಜಿಲ್ಲಾ ಪಂಚಾಯತ್ ಸದಸ್ಯರು ಭಾಗವಹಿಸಿದ್ದರು. — [1160, 931, 1513, 1031]
story6-body2: ಪ್ರಸಾದ ವಿತರಣೆ, ಡಿ.17 ರಂದು ಬೆಳಗ್ಗೆ ಮಹಾಪೂಜೆ, ಪಾಟು ಉತ್ಸವ, ಪ್ರಸಾದ ವಿತರಣೆ, ರಾತ್ರಿ ಮಹಾಪೂಜೆ, ಪಾಟು ಉತ್ಸವ, ಡಿ.18 ರಂದು ಬೆಳಗ್ಗೆ ಮಹಾಪೂಜೆ, ಕಲಶಾಭಿಷೇಕ, ಸಂಜೆ ಪಾಟು ಉತ್ಸವ, ರಾತ್ರಿ ಮಹಾಪೂಜೆ, ಪಾಟು ಉತ್ಸವ ನಡೆಯಲಿದೆ. — [943, 1798, 1135, 1899]
lead-col-4 — [1018, 338, 1258, 687]
story2-sub — [515, 979, 711, 1509]
story3-headline: 46 ವರ್ಷಗಳಿಂದ ಬಿಜೆಪಿ ಆಡಳಿತ: ರಾಜ್ಯದ ಏಕೈಕ ಗ್ರಾ.ಪಂ. ಮಧೂರು — [759, 711, 1105, 793]
bullet-item: ■ ಮಧೂರು ಗ್ರಾಮ ಪಂಚಾಯತ್‌ನಲ್ಲಿ ಬಿಜೆಪಿಗೆ ಈ ಬಾರಿ ಹೆಚ್ಚಿನ ಬಹುಮತ — [943, 1034, 1135, 1069]
